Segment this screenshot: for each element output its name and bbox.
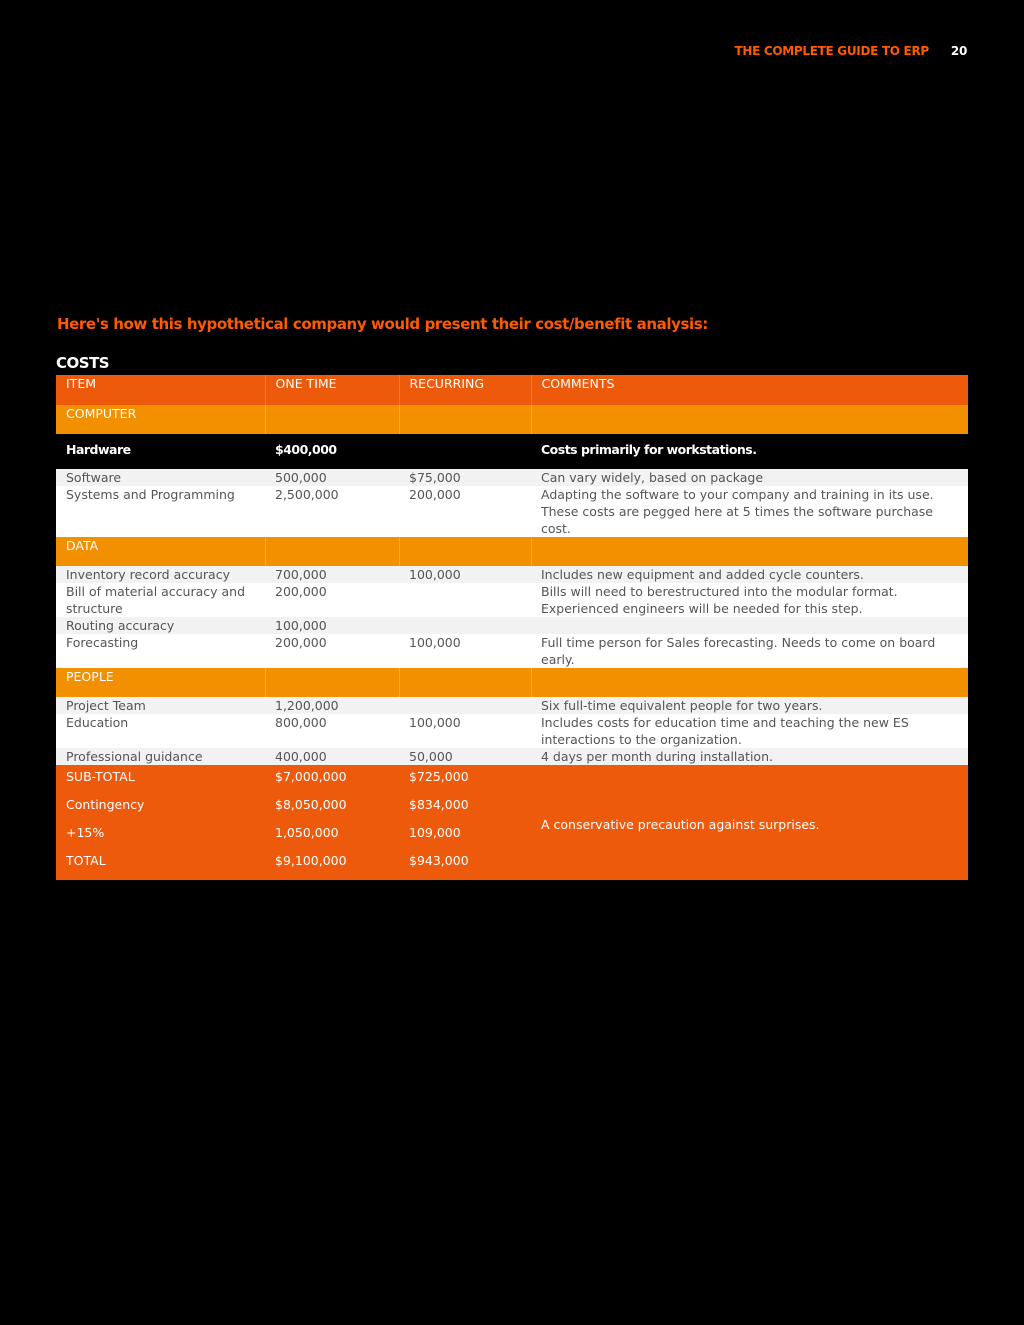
cell-comments: 4 days per month during installation. (531, 748, 968, 765)
cell-item: Software (56, 469, 265, 486)
cell-item: Systems and Programming (56, 486, 265, 537)
table-row (56, 469, 968, 486)
category-label: COMPUTER (56, 405, 265, 434)
summary-label: Contingency (56, 796, 265, 824)
summary-comment: A conservative precaution against surprises. (531, 765, 968, 880)
page-number: 20 (950, 44, 967, 58)
cell-one-time: 700,000 (265, 566, 399, 583)
cell-recurring (399, 617, 531, 634)
cell-item: Forecasting (56, 634, 265, 668)
cell-recurring: 200,000 (399, 486, 531, 537)
category-row-data (56, 537, 968, 566)
cell-comments: Bills will need to berestructured into the modular format. Experienced engineers will be needed for this step. (531, 583, 968, 617)
costs-table (56, 375, 968, 880)
cell-recurring: 50,000 (399, 748, 531, 765)
cell-comments: Full time person for Sales forecasting. Needs to come on board early. (531, 634, 968, 668)
cell-recurring: 100,000 (399, 634, 531, 668)
cell-recurring (399, 434, 531, 469)
cell-one-time: 500,000 (265, 469, 399, 486)
cell-one-time: 200,000 (265, 634, 399, 668)
table-header-row (56, 375, 968, 405)
category-label: PEOPLE (56, 668, 265, 697)
summary-label: SUB-TOTAL (56, 765, 265, 796)
summary-one-time: 1,050,000 (265, 824, 399, 852)
cell-one-time: $400,000 (265, 434, 399, 469)
cell-comments (531, 617, 968, 634)
summary-one-time: $9,100,000 (265, 852, 399, 880)
cell-item: Bill of material accuracy and structure (56, 583, 265, 617)
cell-comments: Includes new equipment and added cycle counters. (531, 566, 968, 583)
cell-item: Professional guidance (56, 748, 265, 765)
cell-recurring: 100,000 (399, 566, 531, 583)
cell-one-time: 100,000 (265, 617, 399, 634)
cell-recurring (399, 697, 531, 714)
cell-comments: Six full-time equivalent people for two years. (531, 697, 968, 714)
cell-one-time: 1,200,000 (265, 697, 399, 714)
table-row (56, 583, 968, 617)
summary-one-time: $7,000,000 (265, 765, 399, 796)
intro-text: Here's how this hypothetical company would present their cost/benefit analysis: (57, 315, 708, 333)
cell-item: Education (56, 714, 265, 748)
cell-one-time: 800,000 (265, 714, 399, 748)
category-row-people (56, 668, 968, 697)
column-header-item: ITEM (56, 375, 265, 405)
running-header (734, 44, 967, 58)
summary-recurring: 109,000 (399, 824, 531, 852)
summary-recurring: $834,000 (399, 796, 531, 824)
summary-label: TOTAL (56, 852, 265, 880)
table-row (56, 486, 968, 537)
cell-comments: Costs primarily for workstations. (531, 434, 968, 469)
column-header-comments: COMMENTS (531, 375, 968, 405)
table-row (56, 697, 968, 714)
cell-comments: Includes costs for education time and teaching the new ES interactions to the organization. (531, 714, 968, 748)
table-row (56, 748, 968, 765)
cell-recurring: $75,000 (399, 469, 531, 486)
category-label: DATA (56, 537, 265, 566)
cell-recurring: 100,000 (399, 714, 531, 748)
summary-one-time: $8,050,000 (265, 796, 399, 824)
cell-comments: Adapting the software to your company and training in its use. These costs are pegged here at 5 times the software purchase cost. (531, 486, 968, 537)
document-title: THE COMPLETE GUIDE TO ERP (734, 44, 929, 58)
summary-recurring: $943,000 (399, 852, 531, 880)
cell-one-time: 200,000 (265, 583, 399, 617)
cell-one-time: 400,000 (265, 748, 399, 765)
column-header-recurring: RECURRING (399, 375, 531, 405)
summary-label: +15% (56, 824, 265, 852)
table-row (56, 566, 968, 583)
summary-recurring: $725,000 (399, 765, 531, 796)
cell-item: Inventory record accuracy (56, 566, 265, 583)
cell-item: Hardware (56, 434, 265, 469)
cell-one-time: 2,500,000 (265, 486, 399, 537)
cell-comments: Can vary widely, based on package (531, 469, 968, 486)
section-label-costs: COSTS (56, 354, 110, 372)
cell-item: Project Team (56, 697, 265, 714)
column-header-one-time: ONE TIME (265, 375, 399, 405)
cell-item: Routing accuracy (56, 617, 265, 634)
table-row (56, 434, 968, 469)
cell-recurring (399, 583, 531, 617)
table-row (56, 634, 968, 668)
table-row (56, 714, 968, 748)
category-row-computer (56, 405, 968, 434)
table-row (56, 617, 968, 634)
summary-row-subtotal (56, 765, 968, 796)
